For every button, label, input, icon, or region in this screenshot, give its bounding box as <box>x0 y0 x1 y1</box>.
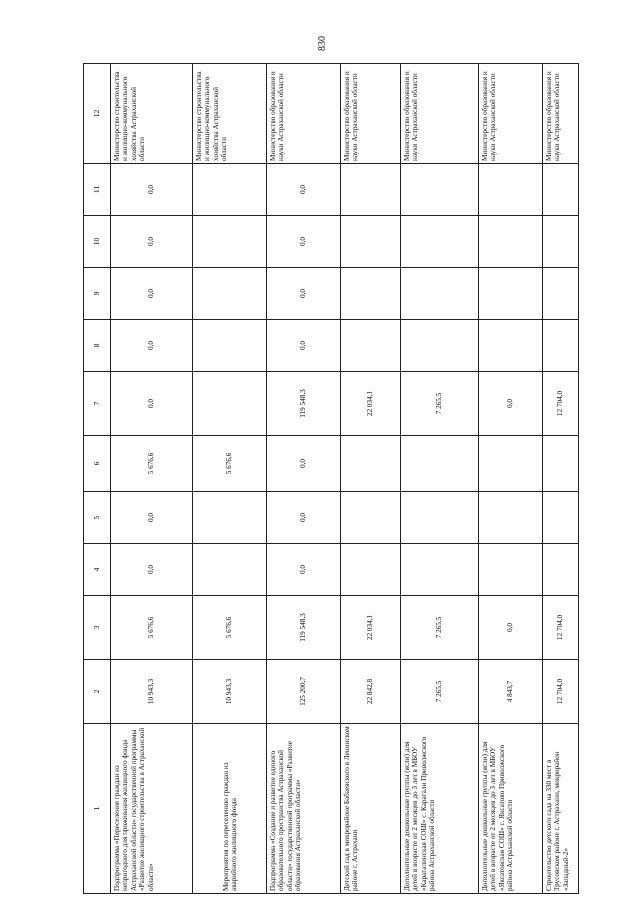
header-cell: 10 <box>84 216 111 268</box>
header-cell: 6 <box>84 436 111 492</box>
value-cell <box>193 216 267 268</box>
value-cell <box>543 492 579 544</box>
value-cell: 0,0 <box>267 492 341 544</box>
value-cell: 10 943,3 <box>111 660 193 724</box>
program-name-cell: Строительство детского сада на 330 мест в Трусовском районе г. Астрахани, микрорайон «Западный-2» <box>543 724 579 894</box>
value-cell <box>341 216 401 268</box>
value-cell <box>479 216 543 268</box>
header-cell: 1 <box>84 724 111 894</box>
rotated-table-container <box>83 64 575 894</box>
value-cell: 0,0 <box>111 372 193 436</box>
value-cell: 0,0 <box>267 544 341 596</box>
value-cell <box>401 268 479 320</box>
header-cell: 8 <box>84 320 111 372</box>
value-cell: 10 943,3 <box>193 660 267 724</box>
program-name-cell: Подпрограмма «Переселение граждан из непригодного для проживания жилищного фонда Астраханской области» государственной программы «Развитие жилищного строительства в Астраханской области» <box>111 724 193 894</box>
responsible-org-cell: Министерство образования и науки Астраханской области <box>267 64 341 164</box>
value-cell: 0,0 <box>479 596 543 660</box>
header-cell: 2 <box>84 660 111 724</box>
value-cell <box>401 544 479 596</box>
value-cell: 0,0 <box>267 320 341 372</box>
table-row <box>479 64 543 894</box>
value-cell: 5 676,6 <box>193 596 267 660</box>
table-row <box>111 64 193 894</box>
value-cell: 125 200,7 <box>267 660 341 724</box>
value-cell <box>479 268 543 320</box>
header-cell: 9 <box>84 268 111 320</box>
header-cell: 3 <box>84 596 111 660</box>
header-cell: 11 <box>84 164 111 216</box>
value-cell <box>543 544 579 596</box>
value-cell: 0,0 <box>111 544 193 596</box>
value-cell <box>193 492 267 544</box>
value-cell <box>543 268 579 320</box>
value-cell: 5 676,6 <box>111 436 193 492</box>
header-row <box>84 64 111 894</box>
value-cell <box>401 492 479 544</box>
value-cell <box>401 436 479 492</box>
value-cell <box>479 544 543 596</box>
value-cell <box>401 216 479 268</box>
program-name-cell: Дополнительные дошкольные группы (ясли) для детей в возрасте от 2 месяцев до 3 лет в МБОУ «Карагалинская СОШ» с. Карагали Приволжского района Астраханской области <box>401 724 479 894</box>
header-cell: 4 <box>84 544 111 596</box>
value-cell <box>479 436 543 492</box>
page-number-text: 830 <box>316 35 328 51</box>
value-cell <box>543 436 579 492</box>
value-cell <box>479 320 543 372</box>
value-cell: 0,0 <box>111 164 193 216</box>
value-cell <box>479 492 543 544</box>
table-row <box>267 64 341 894</box>
value-cell <box>341 320 401 372</box>
value-cell <box>401 320 479 372</box>
value-cell: 22 034,1 <box>341 596 401 660</box>
header-cell: 12 <box>84 64 111 164</box>
table-row <box>341 64 401 894</box>
value-cell: 7 265,5 <box>401 372 479 436</box>
value-cell <box>193 320 267 372</box>
value-cell: 4 843,7 <box>479 660 543 724</box>
responsible-org-cell: Министерство строительства и жилищно-коммунального хозяйства Астраханской области <box>193 64 267 164</box>
value-cell: 0,0 <box>479 372 543 436</box>
value-cell: 119 548,3 <box>267 596 341 660</box>
program-name-cell: Детский сад в микрорайоне Бабаевского в Ленинском районе г. Астрахани <box>341 724 401 894</box>
value-cell: 0,0 <box>267 164 341 216</box>
value-cell: 0,0 <box>267 436 341 492</box>
value-cell: 0,0 <box>111 216 193 268</box>
responsible-org-cell: Министерство образования и науки Астраханской области <box>543 64 579 164</box>
program-name-cell: Подпрограмма «Создание и развитие единого образовательного пространства Астраханской области» государственной программы «Развитие образования Астраханской области» <box>267 724 341 894</box>
responsible-org-cell: Министерство образования и науки Астраханской области <box>341 64 401 164</box>
table-row <box>543 64 579 894</box>
header-cell: 7 <box>84 372 111 436</box>
value-cell: 12 704,0 <box>543 372 579 436</box>
value-cell: 0,0 <box>111 268 193 320</box>
value-cell <box>341 268 401 320</box>
value-cell: 7 265,5 <box>401 660 479 724</box>
responsible-org-cell: Министерство строительства и жилищно-коммунального хозяйства Астраханской области <box>111 64 193 164</box>
value-cell <box>193 164 267 216</box>
responsible-org-cell: Министерство образования и науки Астраханской области <box>479 64 543 164</box>
value-cell <box>341 164 401 216</box>
value-cell: 0,0 <box>267 268 341 320</box>
value-cell: 22 842,8 <box>341 660 401 724</box>
page-number <box>312 28 332 58</box>
value-cell: 119 548,3 <box>267 372 341 436</box>
value-cell <box>341 492 401 544</box>
value-cell <box>543 164 579 216</box>
value-cell: 5 676,6 <box>111 596 193 660</box>
value-cell <box>341 544 401 596</box>
table-row <box>193 64 267 894</box>
header-cell: 5 <box>84 492 111 544</box>
value-cell <box>193 268 267 320</box>
value-cell <box>193 372 267 436</box>
value-cell <box>341 436 401 492</box>
responsible-org-cell: Министерство образования и науки Астраханской области <box>401 64 479 164</box>
value-cell <box>193 544 267 596</box>
value-cell: 7 265,5 <box>401 596 479 660</box>
value-cell <box>543 216 579 268</box>
value-cell: 0,0 <box>267 216 341 268</box>
value-cell <box>543 320 579 372</box>
value-cell <box>479 164 543 216</box>
value-cell: 0,0 <box>111 320 193 372</box>
value-cell: 22 034,1 <box>341 372 401 436</box>
program-name-cell: Мероприятия по переселению граждан из аварийного жилищного фонда <box>193 724 267 894</box>
value-cell <box>401 164 479 216</box>
table-row <box>401 64 479 894</box>
program-name-cell: Дополнительные дошкольные группы (ясли) для детей в возрасте от 2 месяцев до 3 лет в МБОУ «Яксатовская СОШ» с. Яксатово Приволжского района Астраханской области <box>479 724 543 894</box>
value-cell: 12 704,0 <box>543 660 579 724</box>
value-cell: 5 676,6 <box>193 436 267 492</box>
value-cell: 12 704,0 <box>543 596 579 660</box>
budget-table <box>83 63 579 894</box>
value-cell: 0,0 <box>111 492 193 544</box>
